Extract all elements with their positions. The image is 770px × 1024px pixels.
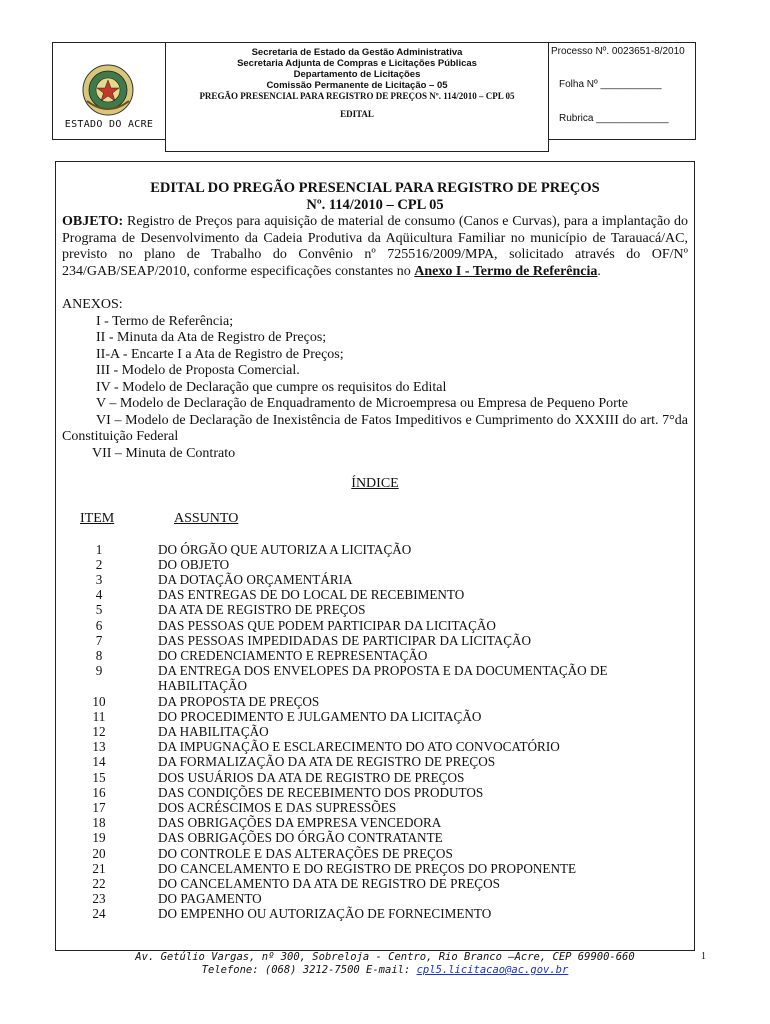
indice-item-title: DA IMPUGNAÇÃO E ESCLARECIMENTO DO ATO CONVOCATÓRIO [158,739,560,755]
header-line: Secretaria Adjunta de Compras e Licitações Públicas [237,58,477,69]
indice-item-number: 17 [92,799,106,815]
header-logo-cell [52,42,166,140]
indice-item-number: 2 [95,556,103,572]
indice-item-title: DO CANCELAMENTO E DO REGISTRO DE PREÇOS DO PROPONENTE [158,860,577,876]
indice-item-number: 5 [95,602,103,618]
indice-row [62,906,688,921]
indice-row [62,876,688,891]
indice-row [62,602,688,617]
indice-item-title: DO PROCEDIMENTO E JULGAMENTO DA LICITAÇÃO [158,708,482,724]
indice-item-number: 7 [95,632,103,648]
indice-item-title: DAS ENTREGAS DE DO LOCAL DE RECEBIMENTO [158,587,465,603]
indice-item-number: 6 [95,617,103,633]
document-header [52,42,696,150]
header-line: Comissão Permanente de Licitação – 05 [266,80,448,91]
indice-row [62,694,688,709]
indice-row [62,830,688,845]
indice-item-title: DA HABILITAÇÃO [158,723,269,739]
page-footer [0,951,770,977]
document-body [62,180,688,922]
indice-item-number: 15 [92,769,106,785]
indice-item-title: DA ATA DE REGISTRO DE PREÇOS [158,602,366,618]
indice-row [62,815,688,830]
footer-email-link[interactable]: cpl5.licitacao@ac.gov.br [416,964,569,976]
indice-item-title: DA PROPOSTA DE PREÇOS [158,693,320,709]
indice-item-title: DO OBJETO [158,556,230,572]
indice-item-title: DO PAGAMENTO [158,891,262,907]
indice-row [62,891,688,906]
state-label: ESTADO DO ACRE [64,119,154,130]
indice-row [62,861,688,876]
indice-row [62,542,688,557]
indice-item-number: 1 [95,541,103,557]
indice-item-title: DO CONTROLE E DAS ALTERAÇÕES DE PREÇOS [158,845,453,861]
indice-item-number: 20 [92,845,106,861]
objeto-paragraph [62,214,688,280]
indice-item-title: DAS OBRIGAÇÕES DO ÓRGÃO CONTRATANTE [158,830,443,846]
objeto-text: Registro de Preços para aquisição de material de consumo (Canos e Curvas), para a implantação do Programa de Desenvolvimento da Cadeia Produtiva da Aqüicultura Familiar no município de Tarauacá/AC, previsto no plano de Trabalho do Convênio nº 725516/2009/MPA, solicitado através do OF/Nº 234/GAB/SEAP/2010, conforme especificações constantes no [62,214,688,279]
anexo-item: III - Modelo de Proposta Comercial. [96,363,300,378]
header-line: Secretaria de Estado da Gestão Administrativa [251,47,463,58]
header-edital-label: EDITAL [340,109,374,119]
anexo-item: V – Modelo de Declaração de Enquadramento de Microempresa ou Empresa de Pequeno Porte [96,396,628,411]
indice-column-headers [62,511,688,529]
indice-item-number: 9 [95,663,103,679]
anexo-item [62,413,688,446]
document-number: Nº. 114/2010 – CPL 05 [306,197,444,213]
indice-row [62,739,688,754]
rubrica-field: Rubrica _____________ [559,113,669,124]
column-item-header: ITEM [80,510,115,526]
indice-row [62,618,688,633]
indice-item-number: 13 [92,739,106,755]
process-number: Processo Nº. 0023651-8/2010 [551,46,685,57]
indice-item-title: DO CANCELAMENTO DA ATA DE REGISTRO DE PREÇOS [158,875,500,891]
indice-item-number: 19 [92,830,106,846]
anexos-label: ANEXOS: [62,297,123,312]
indice-row [62,724,688,739]
anexo-item: VII – Minuta de Contrato [92,445,236,461]
indice-item-number: 18 [92,815,106,831]
indice-item-title: DAS OBRIGAÇÕES DA EMPRESA VENCEDORA [158,815,442,831]
footer-contact [0,964,770,977]
indice-item-number: 24 [92,906,106,922]
anexo-item: IV - Modelo de Declaração que cumpre os requisitos do Edital [96,379,447,395]
indice-row [62,800,688,815]
indice-item-number: 3 [95,571,103,587]
header-pregao-line: PREGÃO PRESENCIAL PARA REGISTRO DE PREÇOS Nº. 114/2010 – CPL 05 [199,91,515,101]
indice-row [62,587,688,602]
document-title: EDITAL DO PREGÃO PRESENCIAL PARA REGISTRO DE PREÇOS [150,180,600,196]
indice-item-number: 16 [92,784,106,800]
indice-item-number: 21 [92,860,106,876]
indice-row [62,846,688,861]
indice-row [62,709,688,724]
indice-item-number: 8 [95,647,103,663]
footer-phone: Telefone: (068) 3212-7500 E-mail: [201,964,417,976]
indice-item-title: DO ÓRGÃO QUE AUTORIZA A LICITAÇÃO [158,541,412,557]
indice-item-title: DO EMPENHO OU AUTORIZAÇÃO DE FORNECIMENTO [158,906,492,922]
indice-list [62,542,688,922]
indice-item-title: DA ENTREGA DOS ENVELOPES DA PROPOSTA E DA DOCUMENTAÇÃO DE HABILITAÇÃO [158,663,608,694]
header-process-cell [548,42,696,140]
indice-row [62,770,688,785]
indice-item-title: DAS CONDIÇÕES DE RECEBIMENTO DOS PRODUTOS [158,784,484,800]
indice-item-title: DAS PESSOAS IMPEDIDADAS DE PARTICIPAR DA LICITAÇÃO [158,632,532,648]
indice-row [62,754,688,769]
indice-item-number: 4 [95,587,103,603]
page-number: 1 [701,951,706,962]
indice-item-title: DOS ACRÉSCIMOS E DAS SUPRESSÕES [158,799,397,815]
indice-row [62,572,688,587]
folha-field: Folha Nº ___________ [559,79,662,90]
indice-row [62,648,688,663]
indice-item-title: DA DOTAÇÃO ORÇAMENTÁRIA [158,571,353,587]
indice-item-number: 10 [92,693,106,709]
objeto-label: OBJETO: [62,214,124,229]
indice-title: ÍNDICE [351,476,399,491]
indice-item-number: 11 [92,708,106,724]
footer-address: Av. Getúlio Vargas, nº 300, Sobreloja - Centro, Rio Branco –Acre, CEP 69900-660 [135,951,635,963]
indice-row [62,785,688,800]
header-title-cell [165,42,549,152]
objeto-end: . [597,263,601,279]
anexo-item-text: VI – Modelo de Declaração de Inexistência de Fatos Impeditivos e Cumprimento do XXXIII do art. 7°da Constituição Federal [62,412,688,444]
anexo-item: II - Minuta da Ata de Registro de Preços; [96,330,327,345]
indice-item-number: 22 [92,875,106,891]
anexo-item: I - Termo de Referência; [96,313,234,329]
indice-item-number: 12 [92,723,106,739]
state-seal-icon [81,63,135,117]
indice-row [62,557,688,572]
header-line: Departamento de Licitações [293,69,421,80]
indice-row [62,633,688,648]
anexo-item: II-A - Encarte I a Ata de Registro de Preços; [96,346,344,362]
indice-row [62,663,688,693]
indice-item-title: DOS USUÁRIOS DA ATA DE REGISTRO DE PREÇOS [158,769,465,785]
column-assunto-header: ASSUNTO [174,510,239,526]
indice-item-title: DAS PESSOAS QUE PODEM PARTICIPAR DA LICITAÇÃO [158,617,496,633]
anexo-i-reference: Anexo I - Termo de Referência [414,263,598,279]
indice-item-title: DO CREDENCIAMENTO E REPRESENTAÇÃO [158,647,428,663]
indice-item-number: 14 [92,754,106,770]
indice-item-number: 23 [92,891,106,907]
indice-item-title: DA FORMALIZAÇÃO DA ATA DE REGISTRO DE PREÇOS [158,754,496,770]
